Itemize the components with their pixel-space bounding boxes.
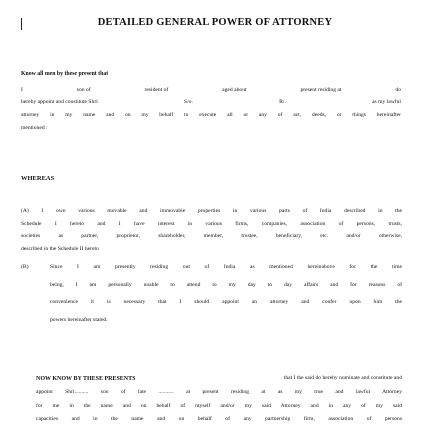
clause-b-line: being, I am personally unable to attend to my day to day affairs and for reasons of	[50, 281, 402, 288]
now-know-heading: NOW KNOW BY THESE PRESENTS	[36, 376, 136, 382]
clause-a-line: Schedule I hereto and I have interest in various firms, companies, association of persons, trusts,	[21, 220, 402, 227]
clause-b-line: convenience it is necessary that I should appoint an attorney and confer upon him the	[50, 299, 402, 306]
now-know-section	[36, 376, 402, 423]
clause-a-line: described in the Schedule II hereto	[21, 245, 99, 252]
clause-a-line: societies as partner, proprietor, shareholder, member, trustee, beneficiary, etc. and/or otherwise,	[21, 233, 402, 240]
clause-b-line: powers hereinafter stated.	[50, 316, 108, 323]
intro-word: S/o.	[184, 99, 193, 106]
intro-heading: Know all men by these present that	[21, 71, 109, 77]
clause-b	[50, 265, 402, 323]
intro-line-3: attorney in my name and on my behalf to execute all or any of act, deeds, or things hereinafter	[21, 111, 401, 118]
intro-line-1	[21, 88, 401, 94]
clause-b-line: Since I am presently residing out of India as mentioned hereinabove for the time	[50, 264, 402, 270]
intro-line-2	[21, 100, 401, 106]
intro-word: son of	[76, 86, 91, 93]
whereas-heading: WHEREAS	[21, 175, 55, 182]
now-know-first-text: that I the said do hereby nominate and constitute and	[283, 375, 402, 381]
intro-word: hereby appoint and constitute Shri	[21, 99, 98, 106]
now-know-line: appoint Shri.......... son of late ........... at present residing at as my true and lawful Attorney	[36, 389, 402, 395]
intro-word: aged about	[222, 86, 247, 93]
intro-word: present residing at	[300, 86, 342, 93]
intro-word: as my lawful	[372, 99, 401, 106]
intro-section	[21, 72, 401, 131]
intro-word: do	[395, 86, 401, 93]
intro-line-4: mentioned :	[21, 124, 48, 131]
clause-a	[21, 209, 402, 252]
clause-b-marker: (B)	[21, 264, 29, 270]
intro-word: resident of	[144, 86, 169, 93]
now-know-line: capacities and in the name and on behalf of any partnership firm, association of persons	[36, 416, 402, 423]
intro-word: R/.	[279, 99, 286, 106]
now-know-line: for me in the name and on behalf of myself and/or my said Attorney and in any of my said	[36, 402, 402, 409]
intro-word: I	[21, 86, 23, 93]
clause-a-line: (A) I own various movable and immovable properties in various parts of India described in the	[21, 208, 402, 214]
now-know-first-line	[36, 376, 402, 382]
document-title: DETAILED GENERAL POWER OF ATTORNEY	[97, 17, 333, 28]
